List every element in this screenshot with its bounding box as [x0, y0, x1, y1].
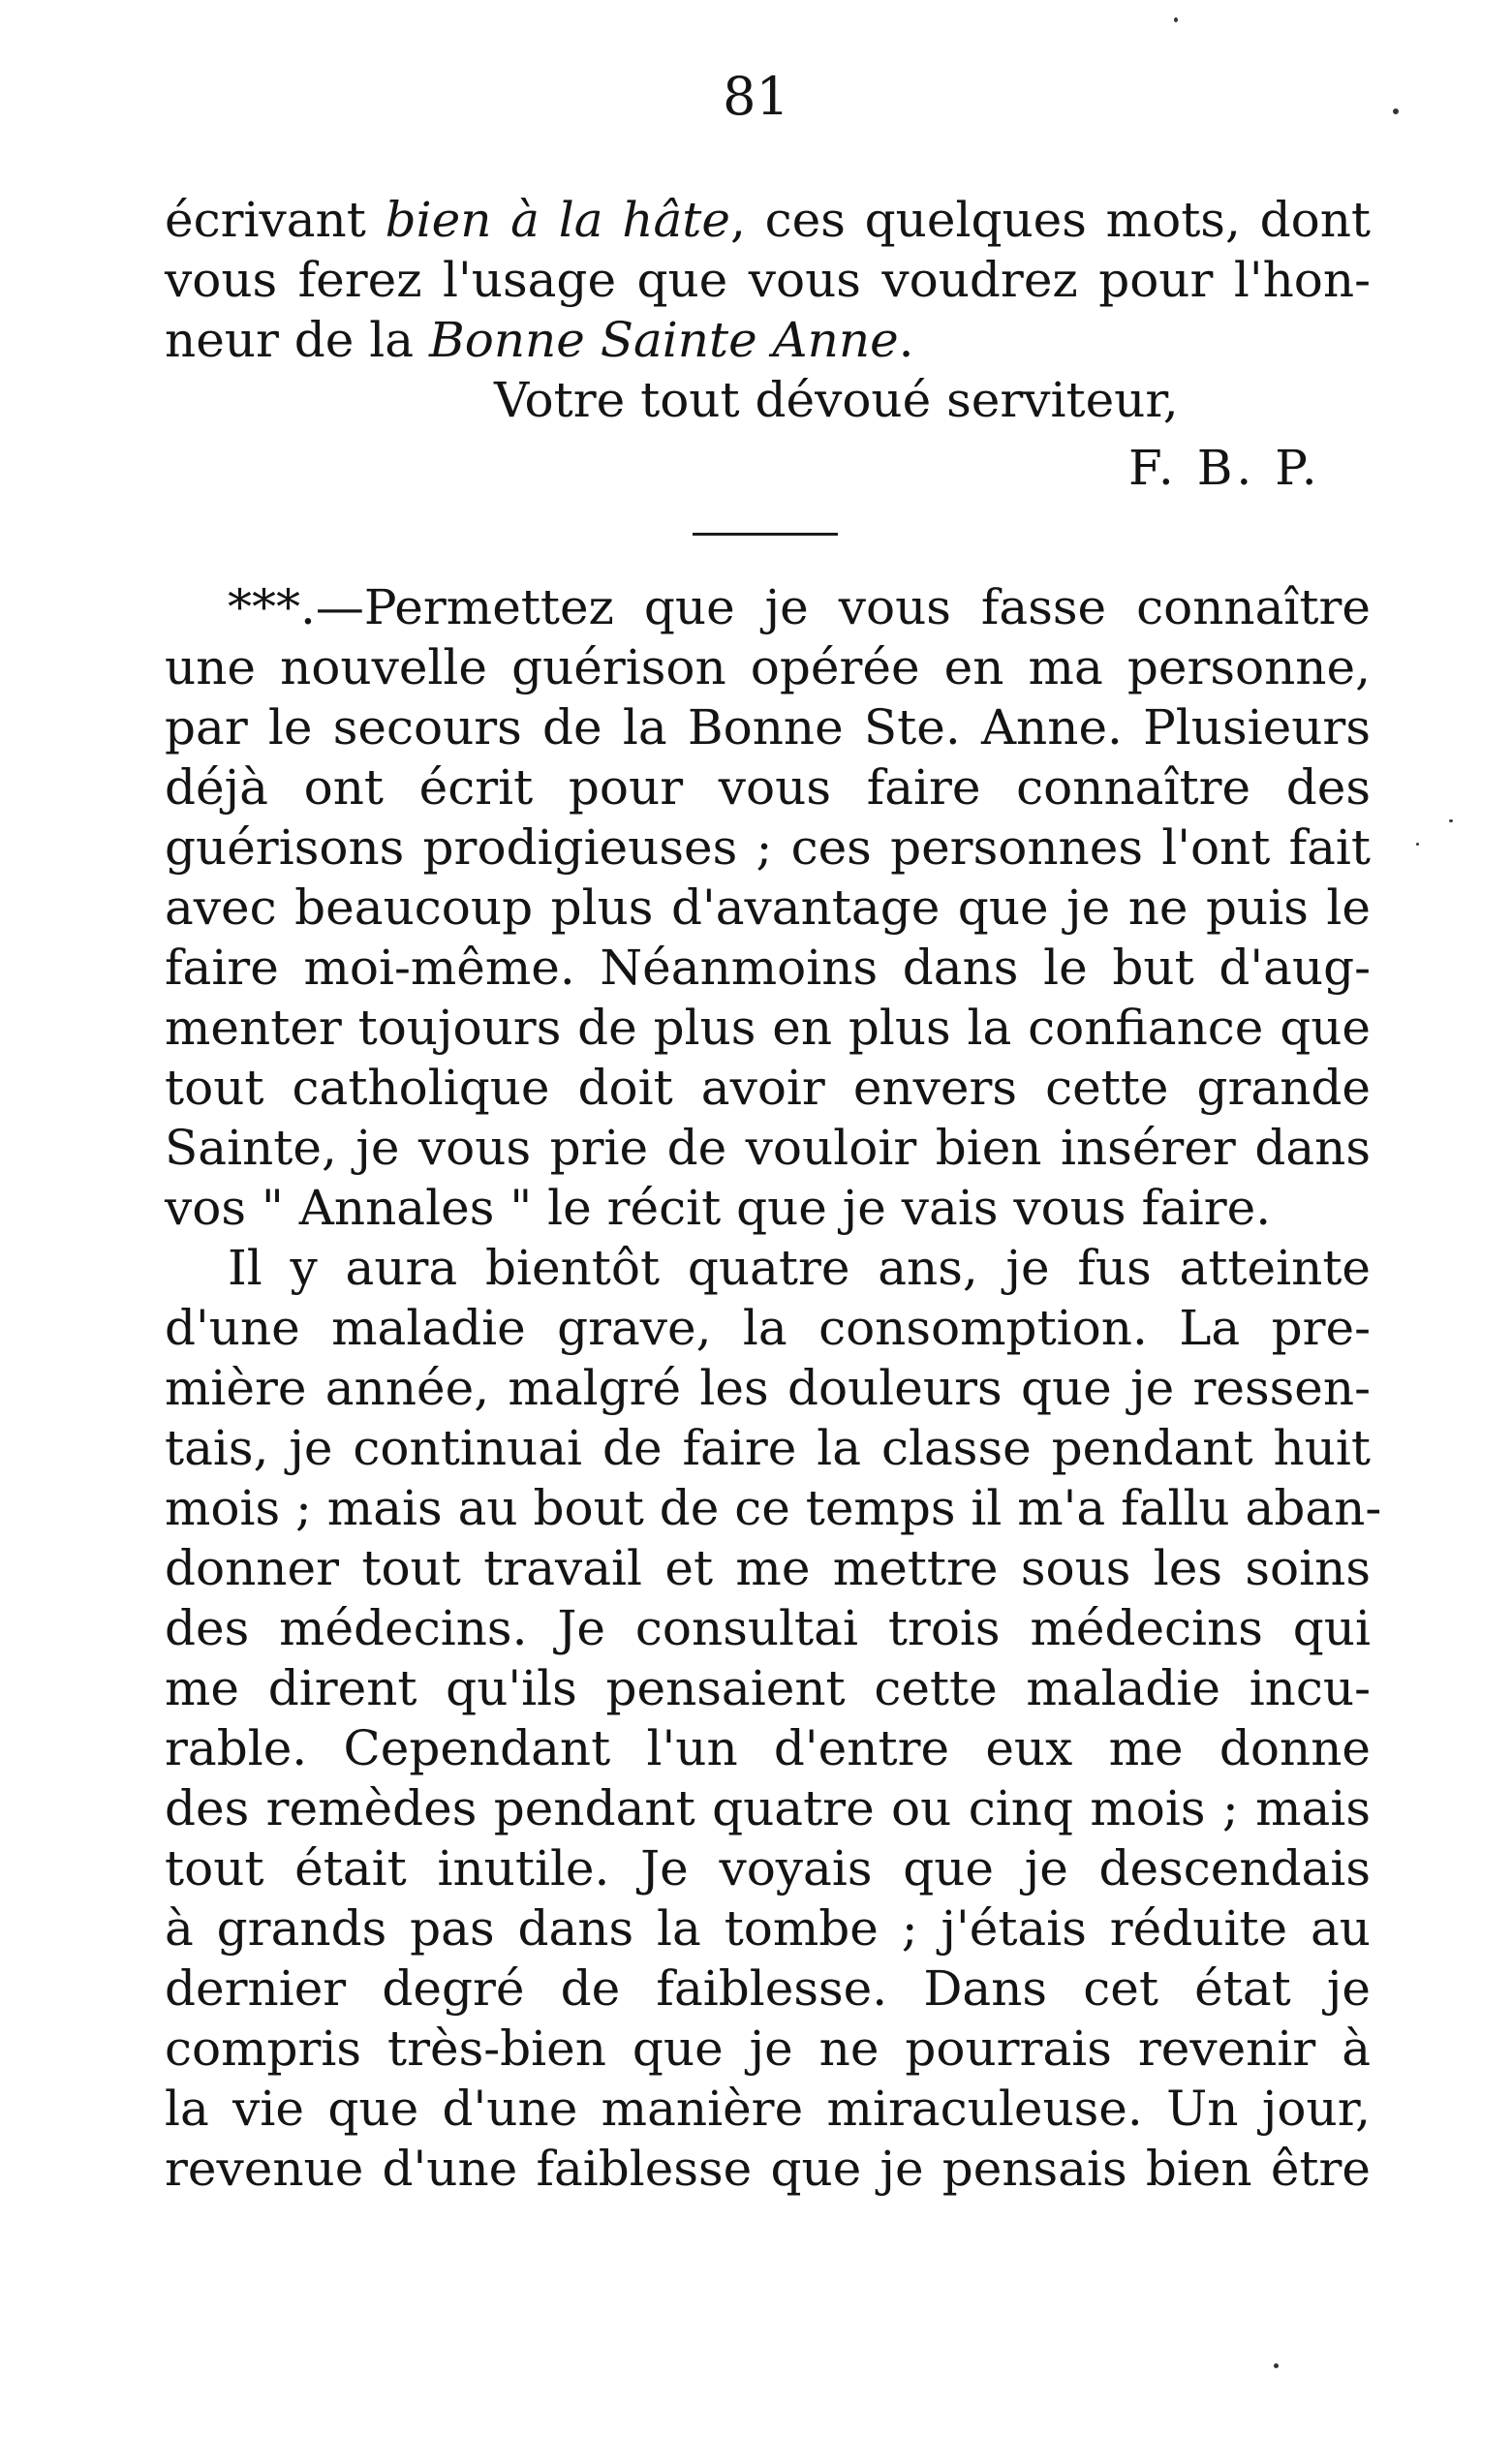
italic-phrase: Bonne Sainte Anne	[428, 312, 899, 368]
text-run: , ces quelques mots, dont	[730, 192, 1372, 248]
letter-line-2: vous ferez l'usage que vous voudrez pour l'hon-	[165, 252, 1371, 308]
body-line: faire moi-même. Néanmoins dans le but d'aug-	[165, 940, 1371, 996]
scan-speck	[1449, 819, 1453, 822]
text-run: neur de la	[165, 312, 429, 368]
body-line: revenue d'une faiblesse que je pensais bien être	[165, 2141, 1371, 2197]
scan-speck	[1274, 2363, 1279, 2368]
body-line: la vie que d'une manière miraculeuse. Un jour,	[165, 2081, 1371, 2137]
body-line: guérisons prodigieuses ; ces personnes l'ont fait	[165, 819, 1371, 876]
body-line: déjà ont écrit pour vous faire connaître des	[165, 759, 1371, 816]
body-line: compris très-bien que je ne pourrais revenir à	[165, 2021, 1371, 2077]
body-line: dernier degré de faiblesse. Dans cet état je	[165, 1960, 1371, 2017]
text-run: écrivant	[165, 192, 386, 248]
body-line: mière année, malgré les douleurs que je ressen-	[165, 1360, 1371, 1416]
page-number: 81	[723, 66, 789, 127]
body-line: une nouvelle guérison opérée en ma personne,	[165, 639, 1371, 695]
body-line: ***.—Permettez que je vous fasse connaître	[228, 579, 1371, 635]
letter-closing: Votre tout dévoué serviteur,	[494, 372, 1179, 428]
scan-speck	[1174, 17, 1178, 22]
body-line: donner tout travail et me mettre sous les soins	[165, 1540, 1371, 1596]
body-line: mois ; mais au bout de ce temps il m'a fallu aban-	[165, 1480, 1382, 1536]
body-line: vos " Annales " le récit que je vais vous faire.	[165, 1180, 1272, 1236]
body-line: Sainte, je vous prie de vouloir bien insérer dans	[165, 1120, 1371, 1176]
scan-speck	[1416, 843, 1419, 846]
body-line: tout était inutile. Je voyais que je descendais	[165, 1840, 1371, 1897]
body-line: à grands pas dans la tombe ; j'étais réduite au	[165, 1900, 1371, 1957]
body-line: tais, je continuai de faire la classe pendant huit	[165, 1420, 1371, 1476]
body-line: des médecins. Je consultai trois médecins qui	[165, 1600, 1371, 1656]
scan-speck	[1393, 108, 1399, 114]
body-line: par le secours de la Bonne Ste. Anne. Plusieurs	[165, 699, 1371, 756]
body-line: menter toujours de plus en plus la confiance que	[165, 1000, 1371, 1056]
text-run: .	[898, 312, 914, 368]
body-line: rable. Cependant l'un d'entre eux me donne	[165, 1720, 1371, 1776]
letter-signature: F. B. P.	[1128, 440, 1321, 496]
body-line: me dirent qu'ils pensaient cette maladie incu-	[165, 1660, 1371, 1716]
italic-phrase: bien à la hâte	[385, 192, 730, 248]
body-line: avec beaucoup plus d'avantage que je ne puis le	[165, 879, 1371, 936]
body-line: d'une maladie grave, la consomption. La pre-	[165, 1300, 1371, 1356]
section-divider	[693, 533, 838, 536]
body-line: des remèdes pendant quatre ou cinq mois ; mais	[165, 1780, 1371, 1836]
body-line: tout catholique doit avoir envers cette grande	[165, 1060, 1371, 1116]
letter-line-3	[165, 310, 1371, 370]
body-line: Il y aura bientôt quatre ans, je fus atteinte	[228, 1240, 1371, 1296]
letter-line-1	[165, 190, 1371, 250]
